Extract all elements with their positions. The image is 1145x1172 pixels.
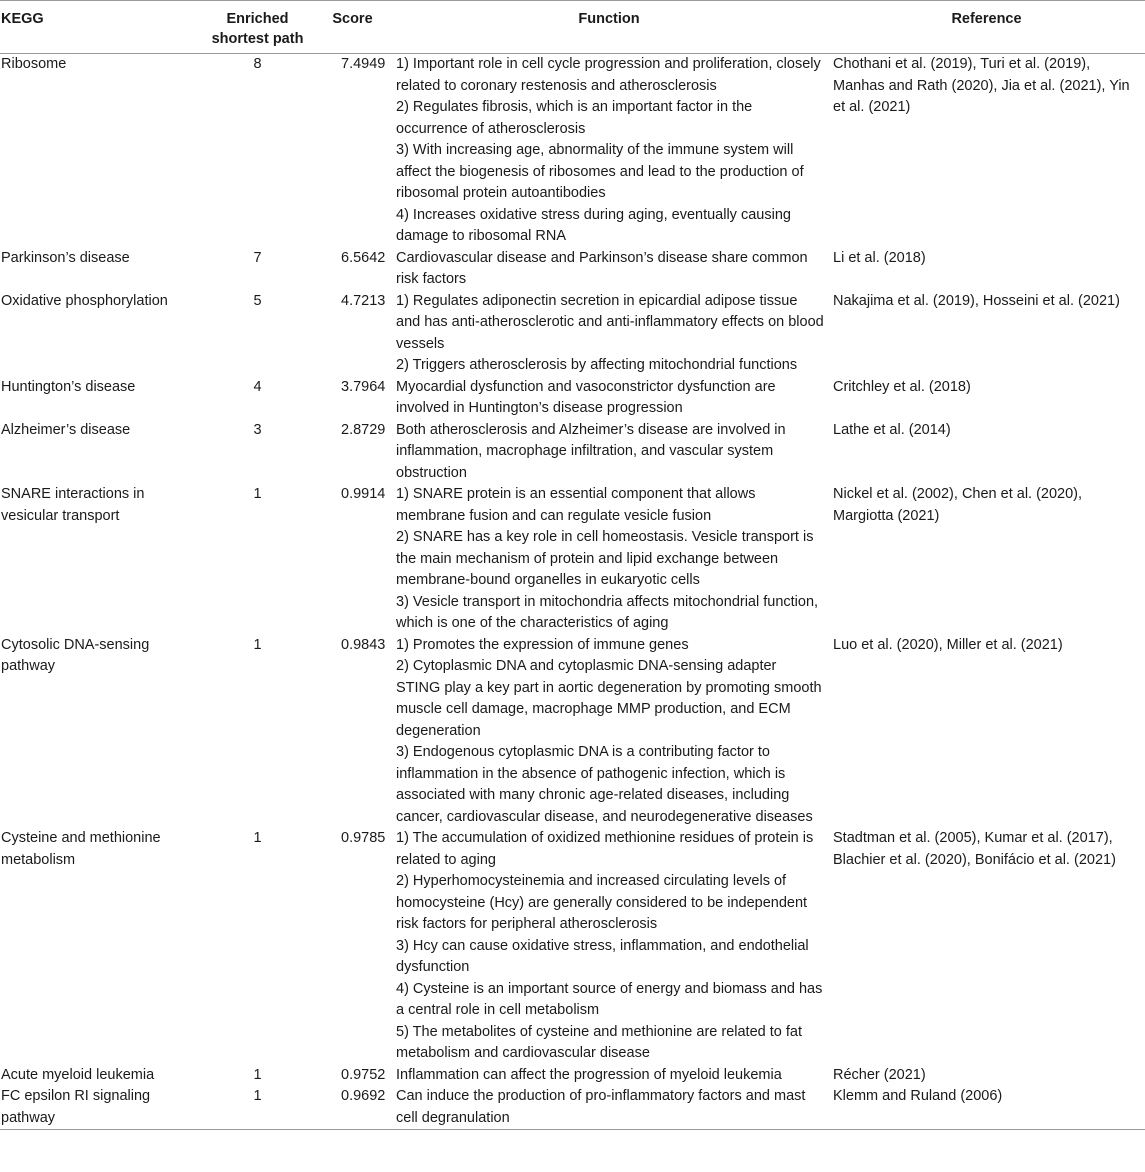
cell-score bbox=[315, 635, 390, 829]
cell-score-value: 7.4949 bbox=[341, 56, 386, 72]
cell-enriched-shortest-path: 7 bbox=[253, 249, 262, 266]
cell-score bbox=[315, 1086, 390, 1129]
function-item: 2) Cytoplasmic DNA and cytoplasmic DNA-sensing adapter STING play a key part in aortic degeneration by promoting smooth muscle cell damage, macrophage MMP production, and ECM degeneration bbox=[396, 658, 822, 739]
function-item: 2) Triggers atherosclerosis by affecting mitochondrial functions bbox=[396, 357, 798, 373]
table-row bbox=[0, 291, 1145, 377]
cell-function bbox=[390, 54, 828, 248]
cell-kegg: Acute myeloid leukemia bbox=[1, 1066, 155, 1083]
function-item: 4) Cysteine is an important source of energy and biomass and has a central role in cell metabolism bbox=[396, 980, 823, 1018]
cell-reference: Récher (2021) bbox=[833, 1066, 926, 1083]
function-item: 1) The accumulation of oxidized methionine residues of protein is related to aging bbox=[396, 830, 814, 868]
function-item: Can induce the production of pro-inflammatory factors and mast cell degranulation bbox=[396, 1088, 806, 1126]
table-row bbox=[0, 1065, 1145, 1087]
table-header bbox=[0, 0, 1145, 54]
cell-function bbox=[390, 635, 828, 829]
function-item: 3) Vesicle transport in mitochondria affects mitochondrial function, which is one of the characteristics of aging bbox=[396, 593, 819, 631]
function-item: 3) Endogenous cytoplasmic DNA is a contributing factor to inflammation in the absence of pathogenic infection, which is associated with many chronic age-related diseases, including cancer, cardiovascular disease, and neurodegenerative diseases bbox=[396, 744, 813, 825]
header-reference: Reference bbox=[951, 11, 1022, 27]
cell-kegg: Oxidative phosphorylation bbox=[1, 292, 168, 309]
cell-enriched-shortest-path: 4 bbox=[253, 378, 262, 395]
cell-score-value: 0.9914 bbox=[341, 486, 386, 502]
function-item: 3) Hcy can cause oxidative stress, inflammation, and endothelial dysfunction bbox=[396, 937, 809, 975]
cell-kegg: FC epsilon RI signaling pathway bbox=[1, 1088, 151, 1126]
cell-function bbox=[390, 1065, 828, 1087]
function-item: Cardiovascular disease and Parkinson’s disease share common risk factors bbox=[396, 249, 808, 287]
cell-enriched-shortest-path: 1 bbox=[253, 486, 262, 502]
cell-score-value: 0.9752 bbox=[341, 1066, 386, 1083]
cell-function bbox=[390, 484, 828, 635]
function-item: 1) SNARE protein is an essential component that allows membrane fusion and can regulate vesicle fusion bbox=[396, 486, 756, 524]
cell-reference: Luo et al. (2020), Miller et al. (2021) bbox=[833, 636, 1063, 653]
table-row bbox=[0, 377, 1145, 420]
header-enriched-shortest-path: Enriched shortest path bbox=[211, 11, 304, 47]
cell-function bbox=[390, 828, 828, 1065]
cell-kegg: Alzheimer’s disease bbox=[1, 421, 131, 438]
cell-kegg: Huntington’s disease bbox=[1, 378, 136, 395]
table-row bbox=[0, 420, 1145, 485]
function-item: Inflammation can affect the progression of myeloid leukemia bbox=[396, 1066, 782, 1083]
table-body bbox=[0, 54, 1145, 1130]
cell-enriched-shortest-path: 8 bbox=[253, 56, 262, 72]
cell-kegg: Cysteine and methionine metabolism bbox=[1, 830, 161, 868]
cell-score bbox=[315, 484, 390, 635]
function-item: 2) Hyperhomocysteinemia and increased circulating levels of homocysteine (Hcy) are generally considered to be independent risk factors for peripheral atherosclerosis bbox=[396, 873, 808, 932]
table-row bbox=[0, 54, 1145, 248]
cell-enriched-shortest-path: 3 bbox=[253, 421, 262, 438]
cell-score-value: 4.7213 bbox=[341, 292, 386, 309]
function-item: 5) The metabolites of cysteine and methionine are related to fat metabolism and cardiovascular disease bbox=[396, 1023, 802, 1061]
function-item: 1) Regulates adiponectin secretion in epicardial adipose tissue and has anti-atherosclerotic and anti-inflammatory effects on blood vessels bbox=[396, 292, 824, 352]
cell-reference: Critchley et al. (2018) bbox=[833, 378, 971, 395]
cell-reference: Stadtman et al. (2005), Kumar et al. (2017), Blachier et al. (2020), Bonifácio et al. (2021) bbox=[833, 830, 1116, 868]
cell-kegg: Parkinson’s disease bbox=[1, 249, 130, 266]
function-item: 2) Regulates fibrosis, which is an important factor in the occurrence of atherosclerosis bbox=[396, 99, 753, 137]
cell-score bbox=[315, 420, 390, 485]
cell-enriched-shortest-path: 1 bbox=[253, 1066, 262, 1083]
cell-reference: Li et al. (2018) bbox=[833, 249, 926, 266]
table-row bbox=[0, 248, 1145, 291]
function-item: 1) Promotes the expression of immune genes bbox=[396, 636, 689, 653]
cell-kegg: Ribosome bbox=[1, 56, 67, 72]
cell-score bbox=[315, 54, 390, 248]
header-score: Score bbox=[332, 11, 373, 27]
cell-enriched-shortest-path: 1 bbox=[253, 830, 262, 846]
cell-kegg: SNARE interactions in vesicular transport bbox=[1, 486, 145, 524]
cell-score-value: 0.9843 bbox=[341, 636, 386, 653]
cell-score-value: 0.9692 bbox=[341, 1088, 386, 1104]
cell-enriched-shortest-path: 1 bbox=[253, 1088, 262, 1104]
cell-function bbox=[390, 248, 828, 291]
cell-enriched-shortest-path: 5 bbox=[253, 292, 262, 309]
cell-function bbox=[390, 420, 828, 485]
cell-kegg: Cytosolic DNA-sensing pathway bbox=[1, 636, 150, 674]
cell-score bbox=[315, 248, 390, 291]
function-item: 4) Increases oxidative stress during aging, eventually causing damage to ribosomal RNA bbox=[396, 206, 791, 244]
function-item: 1) Important role in cell cycle progression and proliferation, closely related to coronary restenosis and atherosclerosis bbox=[396, 56, 821, 94]
cell-score bbox=[315, 828, 390, 1065]
table-row bbox=[0, 484, 1145, 635]
function-item: Myocardial dysfunction and vasoconstrictor dysfunction are involved in Huntington’s disease progression bbox=[396, 378, 776, 416]
cell-reference: Nakajima et al. (2019), Hosseini et al. (2021) bbox=[833, 292, 1120, 309]
cell-function bbox=[390, 291, 828, 377]
table-row bbox=[0, 1086, 1145, 1130]
cell-score bbox=[315, 377, 390, 420]
cell-function bbox=[390, 377, 828, 420]
cell-score-value: 3.7964 bbox=[341, 378, 386, 395]
cell-function bbox=[390, 1086, 828, 1129]
cell-enriched-shortest-path: 1 bbox=[253, 636, 262, 653]
cell-score-value: 2.8729 bbox=[341, 421, 386, 438]
function-item: Both atherosclerosis and Alzheimer’s disease are involved in inflammation, macrophage infiltration, and vascular system obstruction bbox=[396, 421, 786, 481]
cell-reference: Lathe et al. (2014) bbox=[833, 421, 951, 438]
header-function: Function bbox=[578, 11, 640, 27]
header-kegg: KEGG bbox=[1, 11, 44, 27]
cell-score bbox=[315, 1065, 390, 1087]
cell-reference: Klemm and Ruland (2006) bbox=[833, 1088, 1003, 1104]
function-item: 2) SNARE has a key role in cell homeostasis. Vesicle transport is the main mechanism of protein and lipid exchange between membrane-bound organelles in eukaryotic cells bbox=[396, 529, 814, 588]
cell-reference: Nickel et al. (2002), Chen et al. (2020), Margiotta (2021) bbox=[833, 486, 1083, 524]
cell-score-value: 0.9785 bbox=[341, 830, 386, 846]
table-row bbox=[0, 635, 1145, 829]
table-row bbox=[0, 828, 1145, 1065]
function-item: 3) With increasing age, abnormality of the immune system will affect the biogenesis of ribosomes and lead to the production of ribosomal protein autoantibodies bbox=[396, 142, 804, 201]
cell-score bbox=[315, 291, 390, 377]
cell-reference: Chothani et al. (2019), Turi et al. (2019), Manhas and Rath (2020), Jia et al. (2021), Yin et al. (2021) bbox=[833, 56, 1130, 115]
cell-score-value: 6.5642 bbox=[341, 249, 386, 266]
